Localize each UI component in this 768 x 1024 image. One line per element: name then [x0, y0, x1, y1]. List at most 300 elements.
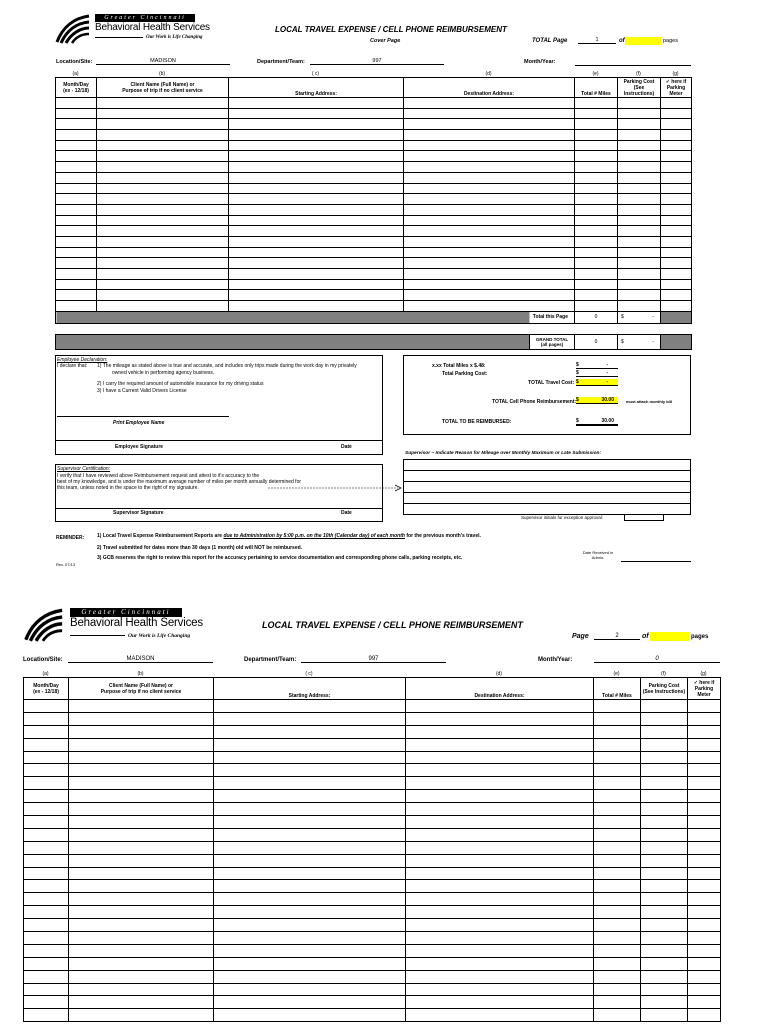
- table-cell[interactable]: [575, 279, 618, 290]
- table-cell[interactable]: [688, 841, 721, 854]
- table-cell[interactable]: [641, 944, 688, 957]
- table-cell[interactable]: [594, 764, 641, 777]
- table-cell[interactable]: [214, 957, 406, 970]
- table-cell[interactable]: [229, 247, 404, 258]
- table-cell[interactable]: [618, 130, 661, 141]
- table-cell[interactable]: [594, 803, 641, 816]
- table-cell[interactable]: [97, 140, 229, 151]
- table-cell[interactable]: [229, 172, 404, 183]
- table-cell[interactable]: [594, 816, 641, 829]
- table-cell[interactable]: [406, 841, 594, 854]
- table-cell[interactable]: [688, 957, 721, 970]
- table-cell[interactable]: [56, 269, 97, 280]
- table-cell[interactable]: [214, 893, 406, 906]
- table-cell[interactable]: [229, 98, 404, 109]
- table-cell[interactable]: [688, 751, 721, 764]
- table-cell[interactable]: [24, 725, 69, 738]
- table-cell[interactable]: [575, 108, 618, 119]
- table-cell[interactable]: [641, 867, 688, 880]
- table-cell[interactable]: [56, 247, 97, 258]
- table-cell[interactable]: [575, 204, 618, 215]
- table-cell[interactable]: [404, 247, 575, 258]
- table-cell[interactable]: [661, 172, 692, 183]
- cover-total-pages-field[interactable]: [625, 37, 661, 45]
- table-cell[interactable]: [406, 803, 594, 816]
- table-cell[interactable]: [97, 108, 229, 119]
- table-cell[interactable]: [24, 970, 69, 983]
- table-cell[interactable]: [575, 194, 618, 205]
- table-cell[interactable]: [641, 841, 688, 854]
- table-cell[interactable]: [56, 236, 97, 247]
- table-cell[interactable]: [575, 162, 618, 173]
- table-cell[interactable]: [641, 712, 688, 725]
- table-cell[interactable]: [24, 841, 69, 854]
- table-cell[interactable]: [688, 725, 721, 738]
- table-cell[interactable]: [594, 700, 641, 713]
- table-cell[interactable]: [618, 194, 661, 205]
- table-cell[interactable]: [594, 944, 641, 957]
- table-cell[interactable]: [688, 712, 721, 725]
- table-cell[interactable]: [641, 790, 688, 803]
- table-cell[interactable]: [406, 944, 594, 957]
- table-cell[interactable]: [69, 790, 214, 803]
- table-cell[interactable]: [97, 162, 229, 173]
- table-cell[interactable]: [69, 919, 214, 932]
- table-cell[interactable]: [661, 215, 692, 226]
- table-cell[interactable]: [56, 204, 97, 215]
- table-cell[interactable]: [594, 983, 641, 996]
- table-cell[interactable]: [404, 290, 575, 301]
- table-cell[interactable]: [404, 183, 575, 194]
- table-cell[interactable]: [661, 301, 692, 312]
- table-cell[interactable]: [661, 226, 692, 237]
- page2-department-field[interactable]: 997: [301, 656, 446, 663]
- table-cell[interactable]: [214, 854, 406, 867]
- table-cell[interactable]: [594, 841, 641, 854]
- table-cell[interactable]: [97, 215, 229, 226]
- table-cell[interactable]: [641, 764, 688, 777]
- table-cell[interactable]: [56, 183, 97, 194]
- table-cell[interactable]: [404, 140, 575, 151]
- table-cell[interactable]: [688, 932, 721, 945]
- table-cell[interactable]: [404, 194, 575, 205]
- table-cell[interactable]: [661, 204, 692, 215]
- page2-month-year-field[interactable]: 0: [594, 656, 720, 663]
- table-cell[interactable]: [56, 130, 97, 141]
- table-cell[interactable]: [618, 119, 661, 130]
- table-cell[interactable]: [404, 162, 575, 173]
- table-cell[interactable]: [69, 738, 214, 751]
- table-cell[interactable]: [69, 867, 214, 880]
- table-cell[interactable]: [688, 816, 721, 829]
- reason-line[interactable]: [404, 471, 691, 482]
- table-cell[interactable]: [406, 970, 594, 983]
- reason-line[interactable]: [404, 460, 691, 471]
- table-cell[interactable]: [97, 269, 229, 280]
- table-cell[interactable]: [24, 738, 69, 751]
- table-cell[interactable]: [641, 828, 688, 841]
- table-cell[interactable]: [214, 828, 406, 841]
- table-cell[interactable]: [661, 269, 692, 280]
- table-cell[interactable]: [97, 258, 229, 269]
- table-cell[interactable]: [214, 725, 406, 738]
- table-cell[interactable]: [404, 269, 575, 280]
- table-cell[interactable]: [575, 269, 618, 280]
- table-cell[interactable]: [69, 803, 214, 816]
- table-cell[interactable]: [661, 290, 692, 301]
- table-cell[interactable]: [229, 108, 404, 119]
- table-cell[interactable]: [214, 764, 406, 777]
- table-cell[interactable]: [214, 983, 406, 996]
- table-cell[interactable]: [406, 906, 594, 919]
- table-cell[interactable]: [404, 215, 575, 226]
- table-cell[interactable]: [575, 183, 618, 194]
- table-cell[interactable]: [594, 712, 641, 725]
- table-cell[interactable]: [688, 867, 721, 880]
- table-cell[interactable]: [618, 301, 661, 312]
- table-cell[interactable]: [97, 301, 229, 312]
- table-cell[interactable]: [404, 301, 575, 312]
- table-cell[interactable]: [618, 172, 661, 183]
- table-cell[interactable]: [404, 108, 575, 119]
- table-cell[interactable]: [688, 777, 721, 790]
- table-cell[interactable]: [229, 279, 404, 290]
- table-cell[interactable]: [641, 996, 688, 1009]
- table-cell[interactable]: [641, 893, 688, 906]
- table-cell[interactable]: [594, 738, 641, 751]
- table-cell[interactable]: [69, 957, 214, 970]
- supervisor-initials-field[interactable]: [624, 514, 664, 521]
- table-cell[interactable]: [229, 162, 404, 173]
- table-cell[interactable]: [404, 98, 575, 109]
- table-cell[interactable]: [688, 738, 721, 751]
- table-cell[interactable]: [229, 258, 404, 269]
- department-field[interactable]: 997: [310, 58, 444, 65]
- table-cell[interactable]: [661, 130, 692, 141]
- table-cell[interactable]: [229, 119, 404, 130]
- table-cell[interactable]: [618, 269, 661, 280]
- table-cell[interactable]: [618, 236, 661, 247]
- table-cell[interactable]: [641, 1009, 688, 1022]
- table-cell[interactable]: [406, 880, 594, 893]
- table-cell[interactable]: [641, 932, 688, 945]
- table-cell[interactable]: [97, 183, 229, 194]
- table-cell[interactable]: [69, 712, 214, 725]
- table-cell[interactable]: [24, 764, 69, 777]
- table-cell[interactable]: [661, 258, 692, 269]
- table-cell[interactable]: [618, 183, 661, 194]
- table-cell[interactable]: [69, 880, 214, 893]
- table-cell[interactable]: [618, 279, 661, 290]
- table-cell[interactable]: [575, 98, 618, 109]
- table-cell[interactable]: [618, 226, 661, 237]
- table-cell[interactable]: [575, 130, 618, 141]
- table-cell[interactable]: [214, 880, 406, 893]
- table-cell[interactable]: [688, 919, 721, 932]
- table-cell[interactable]: [618, 162, 661, 173]
- table-cell[interactable]: [618, 204, 661, 215]
- table-cell[interactable]: [404, 151, 575, 162]
- table-cell[interactable]: [97, 119, 229, 130]
- table-cell[interactable]: [594, 970, 641, 983]
- table-cell[interactable]: [24, 880, 69, 893]
- table-cell[interactable]: [24, 906, 69, 919]
- table-cell[interactable]: [97, 290, 229, 301]
- table-cell[interactable]: [406, 1009, 594, 1022]
- table-cell[interactable]: [56, 258, 97, 269]
- table-cell[interactable]: [214, 712, 406, 725]
- table-cell[interactable]: [214, 867, 406, 880]
- table-cell[interactable]: [618, 98, 661, 109]
- table-cell[interactable]: [69, 906, 214, 919]
- table-cell[interactable]: [214, 700, 406, 713]
- table-cell[interactable]: [594, 751, 641, 764]
- table-cell[interactable]: [688, 1009, 721, 1022]
- table-cell[interactable]: [575, 215, 618, 226]
- table-cell[interactable]: [24, 712, 69, 725]
- table-cell[interactable]: [97, 151, 229, 162]
- table-cell[interactable]: [24, 790, 69, 803]
- table-cell[interactable]: [214, 906, 406, 919]
- table-cell[interactable]: [406, 854, 594, 867]
- month-year-field[interactable]: [575, 58, 691, 66]
- table-cell[interactable]: [406, 957, 594, 970]
- cell-amount[interactable]: $ 30.00: [576, 397, 618, 404]
- table-cell[interactable]: [594, 893, 641, 906]
- table-cell[interactable]: [24, 816, 69, 829]
- table-cell[interactable]: [661, 151, 692, 162]
- print-name-line[interactable]: [57, 416, 229, 417]
- table-cell[interactable]: [404, 204, 575, 215]
- table-cell[interactable]: [56, 140, 97, 151]
- date-received-field[interactable]: [621, 561, 691, 562]
- table-cell[interactable]: [404, 119, 575, 130]
- table-cell[interactable]: [594, 880, 641, 893]
- table-cell[interactable]: [24, 828, 69, 841]
- table-cell[interactable]: [688, 854, 721, 867]
- table-cell[interactable]: [575, 119, 618, 130]
- table-cell[interactable]: [688, 996, 721, 1009]
- table-cell[interactable]: [406, 828, 594, 841]
- table-cell[interactable]: [688, 880, 721, 893]
- table-cell[interactable]: [406, 932, 594, 945]
- table-cell[interactable]: [661, 140, 692, 151]
- table-cell[interactable]: [618, 290, 661, 301]
- table-cell[interactable]: [69, 764, 214, 777]
- table-cell[interactable]: [56, 162, 97, 173]
- table-cell[interactable]: [229, 236, 404, 247]
- table-cell[interactable]: [404, 236, 575, 247]
- table-cell[interactable]: [69, 725, 214, 738]
- table-cell[interactable]: [688, 828, 721, 841]
- page2-total-pages-field[interactable]: [650, 632, 689, 641]
- table-cell[interactable]: [661, 108, 692, 119]
- table-cell[interactable]: [404, 130, 575, 141]
- table-cell[interactable]: [641, 738, 688, 751]
- table-cell[interactable]: [575, 140, 618, 151]
- table-cell[interactable]: [661, 279, 692, 290]
- table-cell[interactable]: [24, 932, 69, 945]
- table-cell[interactable]: [618, 108, 661, 119]
- table-cell[interactable]: [575, 172, 618, 183]
- table-cell[interactable]: [406, 867, 594, 880]
- table-cell[interactable]: [661, 236, 692, 247]
- table-cell[interactable]: [575, 258, 618, 269]
- table-cell[interactable]: [24, 803, 69, 816]
- table-cell[interactable]: [661, 162, 692, 173]
- table-cell[interactable]: [594, 725, 641, 738]
- table-cell[interactable]: [641, 725, 688, 738]
- table-cell[interactable]: [618, 215, 661, 226]
- table-cell[interactable]: [594, 828, 641, 841]
- table-cell[interactable]: [661, 247, 692, 258]
- table-cell[interactable]: [24, 893, 69, 906]
- table-cell[interactable]: [688, 790, 721, 803]
- table-cell[interactable]: [641, 983, 688, 996]
- location-field[interactable]: MADISON: [96, 58, 230, 65]
- table-cell[interactable]: [641, 919, 688, 932]
- table-cell[interactable]: [56, 290, 97, 301]
- table-cell[interactable]: [97, 279, 229, 290]
- table-cell[interactable]: [24, 983, 69, 996]
- table-cell[interactable]: [594, 790, 641, 803]
- table-cell[interactable]: [661, 98, 692, 109]
- table-cell[interactable]: [406, 777, 594, 790]
- table-cell[interactable]: [575, 290, 618, 301]
- table-cell[interactable]: [56, 301, 97, 312]
- table-cell[interactable]: [406, 712, 594, 725]
- table-cell[interactable]: [214, 751, 406, 764]
- table-cell[interactable]: [24, 777, 69, 790]
- reason-line[interactable]: [404, 482, 691, 493]
- table-cell[interactable]: [24, 944, 69, 957]
- page2-location-field[interactable]: MADISON: [68, 656, 213, 663]
- table-cell[interactable]: [575, 301, 618, 312]
- table-cell[interactable]: [594, 996, 641, 1009]
- table-cell[interactable]: [688, 893, 721, 906]
- table-cell[interactable]: [575, 151, 618, 162]
- table-cell[interactable]: [69, 751, 214, 764]
- table-cell[interactable]: [575, 247, 618, 258]
- table-cell[interactable]: [641, 803, 688, 816]
- table-cell[interactable]: [688, 970, 721, 983]
- table-cell[interactable]: [24, 996, 69, 1009]
- table-cell[interactable]: [594, 906, 641, 919]
- table-cell[interactable]: [594, 919, 641, 932]
- table-cell[interactable]: [69, 970, 214, 983]
- table-cell[interactable]: [214, 996, 406, 1009]
- table-cell[interactable]: [97, 236, 229, 247]
- table-cell[interactable]: [641, 970, 688, 983]
- table-cell[interactable]: [594, 777, 641, 790]
- table-cell[interactable]: [229, 151, 404, 162]
- table-cell[interactable]: [24, 867, 69, 880]
- table-cell[interactable]: [618, 247, 661, 258]
- table-cell[interactable]: [618, 258, 661, 269]
- table-cell[interactable]: [56, 279, 97, 290]
- table-cell[interactable]: [69, 700, 214, 713]
- table-cell[interactable]: [688, 700, 721, 713]
- table-cell[interactable]: [618, 140, 661, 151]
- table-cell[interactable]: [404, 258, 575, 269]
- table-cell[interactable]: [406, 893, 594, 906]
- table-cell[interactable]: [641, 957, 688, 970]
- table-cell[interactable]: [69, 1009, 214, 1022]
- table-cell[interactable]: [56, 226, 97, 237]
- table-cell[interactable]: [214, 738, 406, 751]
- table-cell[interactable]: [661, 119, 692, 130]
- table-cell[interactable]: [56, 194, 97, 205]
- table-cell[interactable]: [575, 236, 618, 247]
- table-cell[interactable]: [24, 751, 69, 764]
- table-cell[interactable]: [406, 751, 594, 764]
- table-cell[interactable]: [56, 172, 97, 183]
- table-cell[interactable]: [229, 226, 404, 237]
- table-cell[interactable]: [641, 880, 688, 893]
- table-cell[interactable]: [229, 130, 404, 141]
- table-cell[interactable]: [24, 700, 69, 713]
- table-cell[interactable]: [56, 215, 97, 226]
- reason-line[interactable]: [404, 504, 691, 515]
- table-cell[interactable]: [406, 816, 594, 829]
- table-cell[interactable]: [69, 828, 214, 841]
- table-cell[interactable]: [97, 98, 229, 109]
- table-cell[interactable]: [406, 738, 594, 751]
- table-cell[interactable]: [641, 777, 688, 790]
- table-cell[interactable]: [69, 893, 214, 906]
- table-cell[interactable]: [214, 919, 406, 932]
- table-cell[interactable]: [69, 841, 214, 854]
- table-cell[interactable]: [641, 816, 688, 829]
- table-cell[interactable]: [688, 944, 721, 957]
- table-cell[interactable]: [24, 1009, 69, 1022]
- table-cell[interactable]: [56, 151, 97, 162]
- table-cell[interactable]: [97, 204, 229, 215]
- table-cell[interactable]: [97, 226, 229, 237]
- table-cell[interactable]: [406, 919, 594, 932]
- table-cell[interactable]: [229, 301, 404, 312]
- cover-page-number[interactable]: 1: [578, 37, 616, 44]
- table-cell[interactable]: [214, 803, 406, 816]
- table-cell[interactable]: [214, 970, 406, 983]
- table-cell[interactable]: [594, 957, 641, 970]
- table-cell[interactable]: [69, 777, 214, 790]
- table-cell[interactable]: [56, 98, 97, 109]
- table-cell[interactable]: [406, 790, 594, 803]
- table-cell[interactable]: [56, 119, 97, 130]
- table-cell[interactable]: [688, 803, 721, 816]
- table-cell[interactable]: [404, 226, 575, 237]
- table-cell[interactable]: [229, 140, 404, 151]
- table-cell[interactable]: [69, 996, 214, 1009]
- table-cell[interactable]: [661, 194, 692, 205]
- table-cell[interactable]: [24, 854, 69, 867]
- table-cell[interactable]: [214, 790, 406, 803]
- reason-line[interactable]: [404, 493, 691, 504]
- table-cell[interactable]: [575, 226, 618, 237]
- table-cell[interactable]: [24, 919, 69, 932]
- table-cell[interactable]: [641, 906, 688, 919]
- table-cell[interactable]: [229, 269, 404, 280]
- table-cell[interactable]: [594, 1009, 641, 1022]
- table-cell[interactable]: [406, 725, 594, 738]
- page2-page-number[interactable]: 2: [594, 633, 640, 640]
- table-cell[interactable]: [97, 172, 229, 183]
- table-cell[interactable]: [688, 764, 721, 777]
- table-cell[interactable]: [97, 247, 229, 258]
- employee-signature-line[interactable]: [55, 440, 383, 441]
- table-cell[interactable]: [56, 108, 97, 119]
